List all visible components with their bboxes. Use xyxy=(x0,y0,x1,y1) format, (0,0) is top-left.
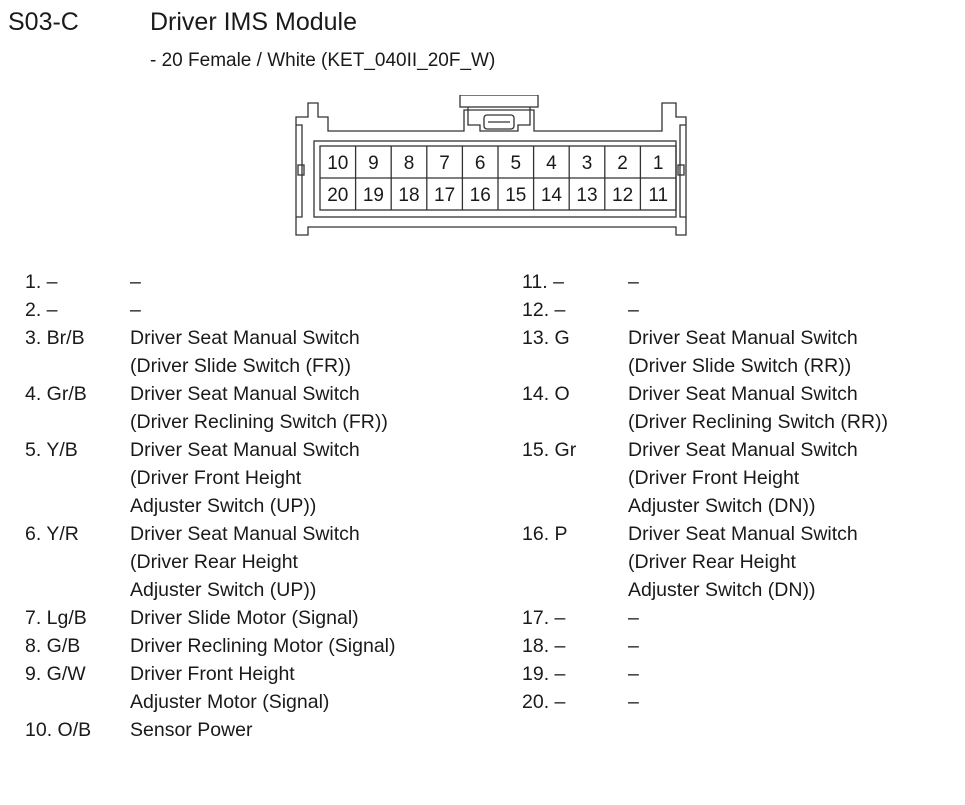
pin-entry xyxy=(522,268,888,296)
pin-description-line: Driver Seat Manual Switch xyxy=(628,439,858,461)
pin-entry xyxy=(522,660,888,688)
pin-description xyxy=(130,380,388,436)
pin-label: 9. G/W xyxy=(25,663,86,685)
pin-label: 20. – xyxy=(522,691,566,713)
pin-description-line: Adjuster Switch (DN)) xyxy=(628,495,816,517)
pin-description-line: (Driver Rear Height xyxy=(130,551,298,573)
pin-label: 18. – xyxy=(522,635,566,657)
pin-entry xyxy=(25,604,396,632)
pin-description-line: – xyxy=(628,271,639,293)
pin-description-line: – xyxy=(628,691,639,713)
pin-description-line: – xyxy=(130,299,141,321)
pin-label: 13. G xyxy=(522,327,570,349)
pin-list-left xyxy=(25,268,396,744)
pin-description xyxy=(130,632,396,660)
pin-entry xyxy=(522,632,888,660)
pin-description xyxy=(628,604,639,632)
pin-description-line: Driver Seat Manual Switch xyxy=(628,383,858,405)
pin-number: 3 xyxy=(581,153,593,174)
pin-description-line: – xyxy=(628,299,639,321)
pin-description-line: – xyxy=(628,635,639,657)
pin-label: 12. – xyxy=(522,299,566,321)
pin-description xyxy=(628,520,858,604)
pin-number: 10 xyxy=(327,153,349,174)
pin-number: 17 xyxy=(434,185,456,206)
pin-label: 6. Y/R xyxy=(25,523,79,545)
pin-description-line: Driver Slide Motor (Signal) xyxy=(130,607,359,629)
pin-description-line: Driver Seat Manual Switch xyxy=(130,523,360,545)
pin-label: 17. – xyxy=(522,607,566,629)
pin-description-line: Driver Reclining Motor (Signal) xyxy=(130,635,396,657)
pin-description-line: Driver Seat Manual Switch xyxy=(130,383,360,405)
pin-label: 8. G/B xyxy=(25,635,81,657)
pin-label: 4. Gr/B xyxy=(25,383,87,405)
pin-entry xyxy=(25,380,396,436)
pin-description xyxy=(130,268,141,296)
pin-entry xyxy=(25,268,396,296)
pin-number: 12 xyxy=(612,185,634,206)
pin-number: 1 xyxy=(652,153,664,174)
pin-entry xyxy=(522,380,888,436)
pin-number: 4 xyxy=(546,153,557,174)
pin-number: 19 xyxy=(362,185,384,206)
pin-description-line: Adjuster Motor (Signal) xyxy=(130,691,330,713)
pin-number: 13 xyxy=(576,185,598,206)
pin-description xyxy=(628,660,639,688)
pin-description-line: (Driver Reclining Switch (FR)) xyxy=(130,411,388,433)
pin-description-line: (Driver Slide Switch (FR)) xyxy=(130,355,352,377)
pin-description-line: Sensor Power xyxy=(130,719,253,741)
pin-number: 16 xyxy=(469,185,491,206)
pin-description-line: Driver Seat Manual Switch xyxy=(130,327,360,349)
connector-diagram xyxy=(288,95,708,240)
pin-description-line: – xyxy=(130,271,141,293)
pin-entry xyxy=(25,660,396,716)
pin-description-line: Adjuster Switch (DN)) xyxy=(628,579,816,601)
pin-entry xyxy=(25,632,396,660)
pin-description xyxy=(628,296,639,324)
pin-entry xyxy=(522,436,888,520)
pin-number: 15 xyxy=(505,185,527,206)
pin-description-line: Adjuster Switch (UP)) xyxy=(130,495,317,517)
pin-label: 3. Br/B xyxy=(25,327,85,349)
pin-description xyxy=(130,296,141,324)
pin-label: 19. – xyxy=(522,663,566,685)
pin-entry xyxy=(522,324,888,380)
pin-description-line: – xyxy=(628,663,639,685)
pin-number: 9 xyxy=(368,153,379,174)
pin-entry xyxy=(522,520,888,604)
pin-list-right xyxy=(522,268,888,716)
pin-label: 7. Lg/B xyxy=(25,607,87,629)
pin-entry xyxy=(25,436,396,520)
pin-description-line: Driver Seat Manual Switch xyxy=(130,439,360,461)
pin-description xyxy=(130,660,329,716)
pin-description-line: (Driver Reclining Switch (RR)) xyxy=(628,411,889,433)
pin-number: 20 xyxy=(327,185,349,206)
connector-subtitle: - 20 Female / White (KET_040II_20F_W) xyxy=(150,50,496,71)
module-title: Driver IMS Module xyxy=(150,8,357,36)
pin-description xyxy=(130,716,252,744)
pin-description xyxy=(130,324,360,380)
pin-label: 5. Y/B xyxy=(25,439,78,461)
pin-description xyxy=(130,520,360,604)
pin-number: 8 xyxy=(403,153,415,174)
pin-label: 1. – xyxy=(25,271,58,293)
pin-entry xyxy=(522,688,888,716)
pin-description xyxy=(130,436,360,520)
pin-number: 14 xyxy=(540,185,562,206)
pin-label: 10. O/B xyxy=(25,719,92,741)
pin-entry xyxy=(25,520,396,604)
pin-description-line: (Driver Front Height xyxy=(130,467,302,489)
pin-number: 2 xyxy=(617,153,628,174)
pin-description-line: (Driver Slide Switch (RR)) xyxy=(628,355,852,377)
pin-number: 6 xyxy=(474,153,486,174)
pin-description xyxy=(130,604,359,632)
pin-description xyxy=(628,632,639,660)
pin-label: 14. O xyxy=(522,383,570,405)
pin-number: 7 xyxy=(439,153,450,174)
pin-label: 15. Gr xyxy=(522,439,577,461)
connector-code: S03-C xyxy=(8,8,79,36)
pin-entry xyxy=(522,296,888,324)
pin-description xyxy=(628,688,639,716)
pin-entry xyxy=(522,604,888,632)
pin-description-line: – xyxy=(628,607,639,629)
pin-entry xyxy=(25,296,396,324)
pin-description-line: (Driver Front Height xyxy=(628,467,800,489)
pin-description xyxy=(628,436,858,520)
pin-number: 11 xyxy=(648,185,669,206)
pin-description xyxy=(628,268,639,296)
pin-description xyxy=(628,380,888,436)
pin-description-line: Driver Front Height xyxy=(130,663,295,685)
pin-description-line: Driver Seat Manual Switch xyxy=(628,327,858,349)
pin-description-line: Adjuster Switch (UP)) xyxy=(130,579,317,601)
pin-description-line: Driver Seat Manual Switch xyxy=(628,523,858,545)
pin-entry xyxy=(25,716,396,744)
pin-description xyxy=(628,324,858,380)
pin-label: 2. – xyxy=(25,299,58,321)
pin-entry xyxy=(25,324,396,380)
pin-description-line: (Driver Rear Height xyxy=(628,551,796,573)
pin-number: 18 xyxy=(398,185,420,206)
pin-label: 11. – xyxy=(522,271,564,293)
pin-label: 16. P xyxy=(522,523,568,545)
pin-number: 5 xyxy=(510,153,522,174)
